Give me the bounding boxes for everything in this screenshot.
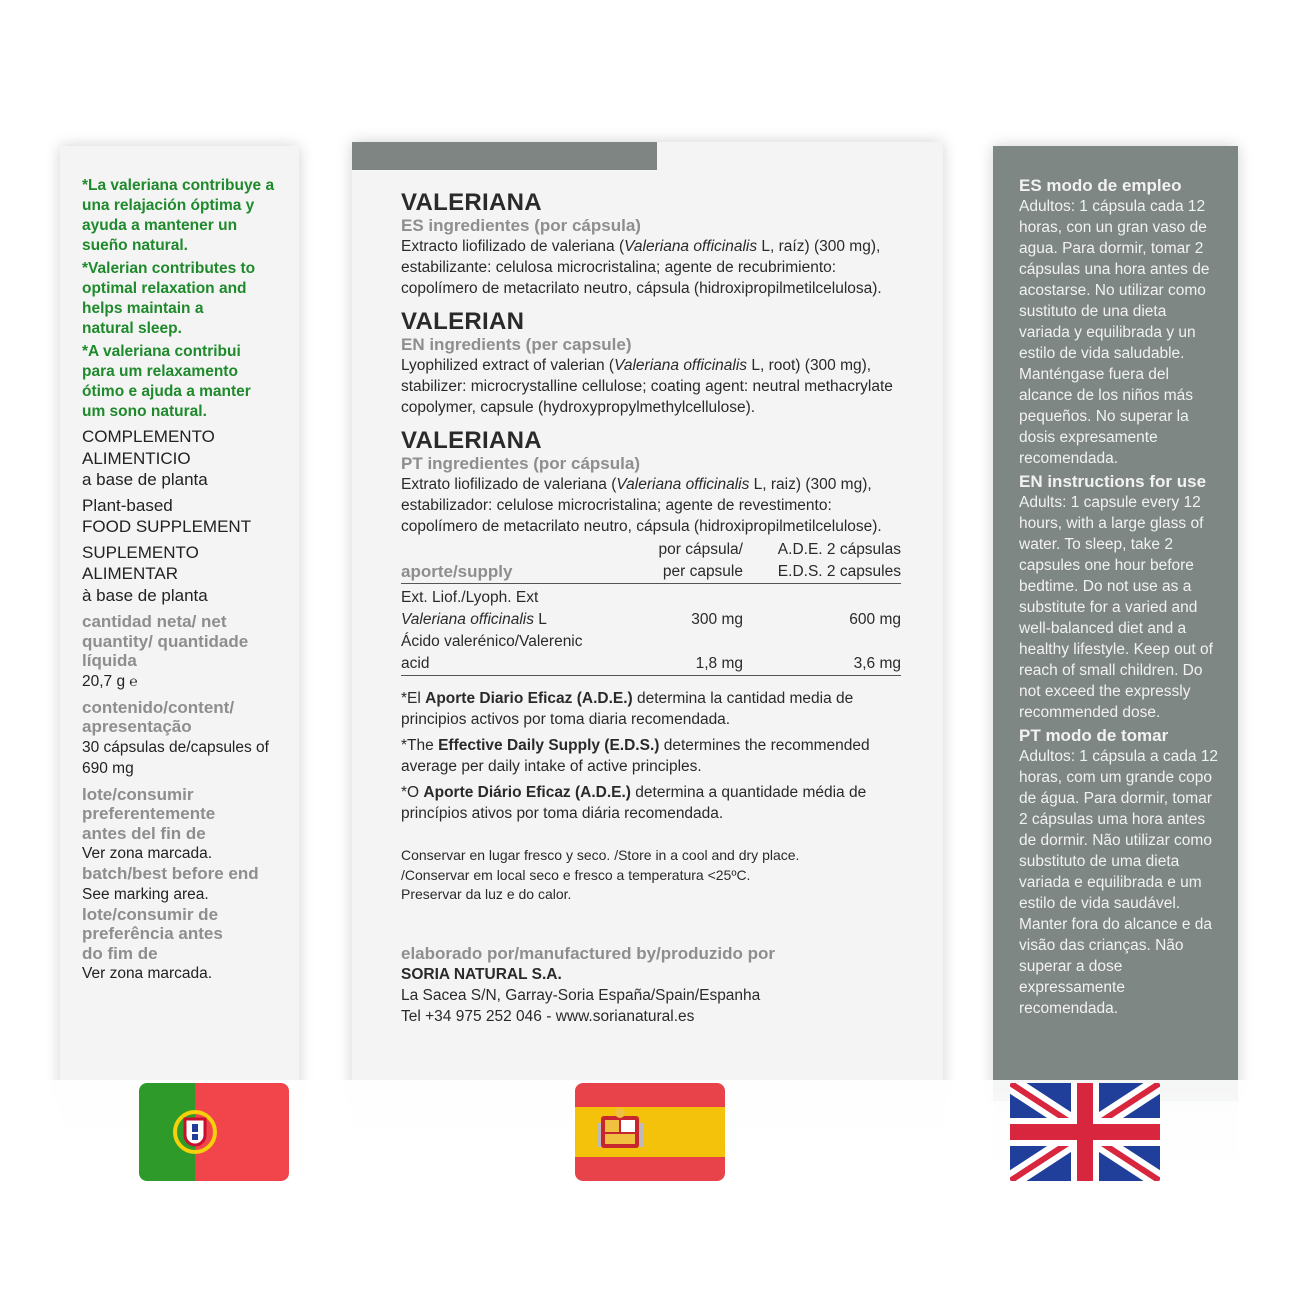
note-en: *The Effective Daily Supply (E.D.S.) determines the recommended average per daily intake of active principles.	[401, 737, 870, 775]
note-es: *El Aporte Diario Eficaz (A.D.E.) determina la cantidad media de principios activos por toma diaria recomendada.	[401, 690, 854, 728]
per-capsule-header: por cápsula/ per capsule	[613, 539, 743, 584]
usage-heading-en: EN instructions for use	[1019, 472, 1207, 491]
left-side-panel	[60, 146, 299, 1101]
content-heading: contenido/content/ apresentação	[82, 697, 235, 736]
right-side-panel	[993, 146, 1238, 1101]
lot-es-heading: lote/consumir preferentemente antes del fin de	[82, 784, 216, 843]
usage-heading-pt: PT modo de tomar	[1019, 726, 1169, 745]
claim-en: *Valerian contributes to optimal relaxation and helps maintain a natural sleep.	[82, 260, 256, 337]
manufacturer-contact: Tel +34 975 252 046 - www.sorianatural.es	[401, 1007, 695, 1025]
product-type-pt: SUPLEMENTO ALIMENTAR à base de planta	[82, 542, 208, 605]
supply-table	[401, 539, 901, 676]
note-pt: *O Aporte Diário Eficaz (A.D.E.) determina a quantidade média de princípios ativos por toma diária recomendada.	[401, 784, 867, 822]
claim-pt: *A valeriana contribui para um relaxamento ótimo e ajuda a manter um sono natural.	[82, 343, 251, 420]
product-title-en: VALERIAN	[401, 308, 525, 335]
lot-es-value: Ver zona marcada.	[82, 845, 213, 862]
manufacturer-name: SORIA NATURAL S.A.	[401, 965, 562, 983]
usage-heading-es: ES modo de empleo	[1019, 176, 1182, 195]
supply-label: aporte/supply	[401, 539, 613, 584]
portugal-flag-icon	[139, 1083, 289, 1181]
spain-flag-icon	[575, 1083, 725, 1181]
usage-text-pt: Adultos: 1 cápsula a cada 12 horas, com um grande copo de água. Para dormir, tomar 2 cápsulas uma hora antes de dormir. Não utilizar como substituto de uma dieta variada e equilibrada e um estilo de vida saudável. Manter fora do alcance e da visão das crianças. Não superar a dose expressamente recomendada.	[1019, 748, 1219, 1017]
product-type-es: COMPLEMENTO ALIMENTICIO a base de planta	[82, 427, 215, 489]
center-content	[401, 190, 903, 1027]
content-value: 30 cápsulas de/capsules of 690 mg	[82, 738, 269, 777]
lot-pt-heading: lote/consumir de preferência antes do fim de	[82, 904, 223, 963]
estimated-sign-icon: ℮	[129, 672, 138, 689]
usage-text-en: Adults: 1 capsule every 12 hours, with a large glass of water. To sleep, take 2 capsules one hour before bedtime. Do not use as a substitute for a varied and well-balanced diet and a healthy lifestyle. Keep out of reach of small children. Do not exceed the expressly recommended dose.	[1019, 494, 1213, 721]
ingredients-heading-en: EN ingredients (per capsule)	[401, 335, 632, 354]
table-row: Ácido valerénico/Valerenic acid 1,8 mg 3,6 mg	[401, 631, 901, 676]
lot-en-heading: batch/best before end	[82, 864, 259, 883]
lot-pt-value: Ver zona marcada.	[82, 965, 213, 982]
usage-text-es: Adultos: 1 cápsula cada 12 horas, con un gran vaso de agua. Para dormir, tomar 2 cápsulas una hora antes de acostarse. No utilizar como sustituto de una dieta variada y equilibrada y un estilo de vida saludable. Manténgase fuera del alcance de los niños más pequeños. No superar la dosis expresamente recomendada.	[1019, 198, 1210, 467]
ingredients-text-es: Extracto liofilizado de valeriana (Valeriana officinalis L, raíz) (300 mg), estabilizante: celulosa microcristalina; agente de recubrimiento: copolímero de metacrilato neutro, cápsula (hidroxipropilmetilcelulosa).	[401, 238, 882, 297]
daily-supply-header: A.D.E. 2 cápsulas E.D.S. 2 capsules	[743, 539, 901, 584]
manufacturer-address: La Sacea S/N, Garray-Soria España/Spain/Espanha	[401, 986, 761, 1004]
ingredients-text-en: Lyophilized extract of valerian (Valeriana officinalis L, root) (300 mg), stabilizer: microcrystalline cellulose; coating agent: neutral methacrylate copolymer, capsule (hydroxypropylmethylcellulose).	[401, 357, 893, 416]
product-title-es: VALERIANA	[401, 189, 542, 216]
center-back-panel	[352, 142, 943, 1100]
storage-instructions: Conservar en lugar fresco y seco. /Store in a cool and dry place. /Conservar em local seco e fresco a temperatura <25ºC. Preservar da luz e do calor.	[401, 847, 800, 902]
lot-en-value: See marking area.	[82, 885, 209, 903]
uk-flag-icon	[1010, 1083, 1160, 1181]
net-quantity-value: 20,7 g ℮	[82, 672, 138, 690]
supply-table-header	[401, 539, 901, 584]
manufacturer-heading: elaborado por/manufactured by/produzido por	[401, 943, 776, 963]
claim-es: *La valeriana contribuye a una relajación óptima y ayuda a mantener un sueño natural.	[82, 177, 275, 254]
net-quantity-heading: cantidad neta/ net quantity/ quantidade líquida	[82, 612, 249, 670]
product-title-pt: VALERIANA	[401, 427, 542, 454]
product-type-en: Plant-based FOOD SUPPLEMENT	[82, 495, 252, 536]
ingredients-heading-es: ES ingredientes (por cápsula)	[401, 216, 641, 235]
ingredients-text-pt: Extrato liofilizado de valeriana (Valeriana officinalis L, raiz) (300 mg), estabilizador: celulose microcristalina; agente de revestimento: copolímero de metacrilato neutro, cápsula (hidroxipropilmetilcelulose).	[401, 476, 882, 535]
table-row: Ext. Liof./Lyoph. Ext	[401, 589, 539, 606]
table-row: Valeriana officinalis L 300 mg 600 mg	[401, 611, 901, 628]
ingredients-heading-pt: PT ingredientes (por cápsula)	[401, 454, 640, 473]
top-color-band	[352, 142, 657, 170]
